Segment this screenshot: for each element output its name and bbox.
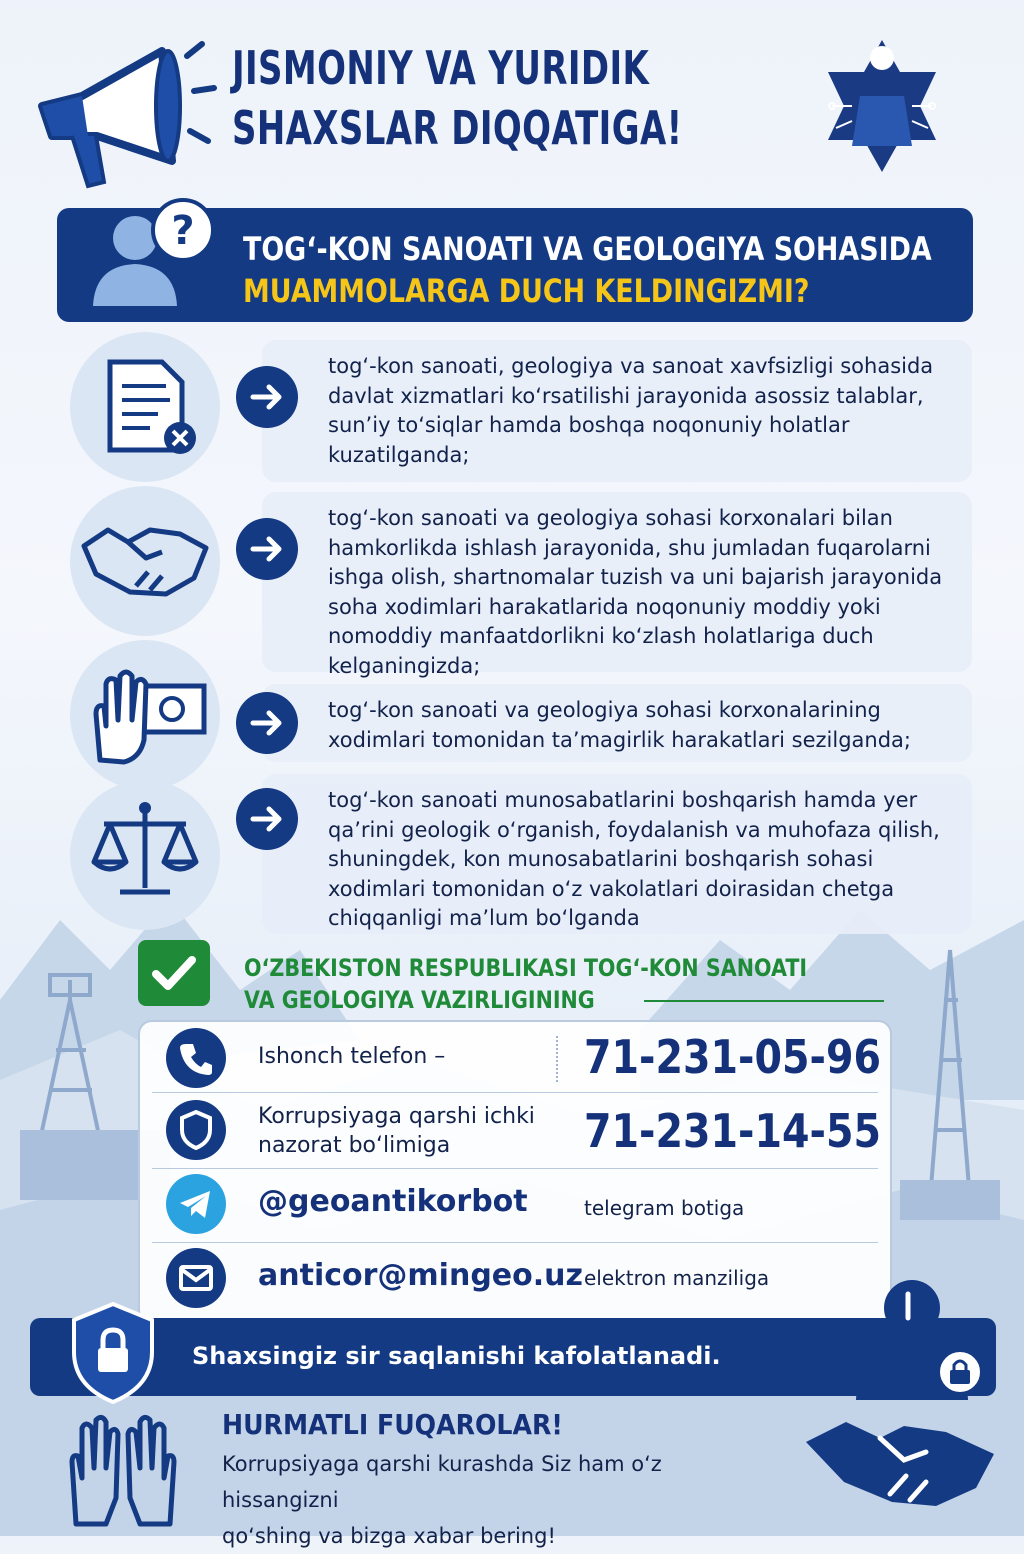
handshake-footer-icon [800, 1402, 1000, 1522]
row-divider [152, 1092, 878, 1093]
silent-person-icon [842, 1272, 992, 1400]
row-divider [152, 1168, 878, 1169]
hand-money-icon [70, 640, 220, 790]
shield-icon [166, 1100, 226, 1160]
item-1-box [262, 340, 972, 482]
internal-label-1: Korrupsiyaga qarshi ichki [258, 1104, 535, 1129]
phone-icon [166, 1028, 226, 1088]
hotline-number[interactable]: 71-231-05-96 [584, 1030, 881, 1084]
item-3-text: tog‘-kon sanoati va geologiya sohasi korxonalarining xodimlari tomonidan ta’magirlik harakatlari sezilganda; [328, 698, 911, 752]
telegram-handle[interactable]: @geoantikorbot [258, 1184, 528, 1219]
telegram-icon [166, 1174, 226, 1234]
handshake-icon [70, 486, 220, 636]
raised-hands-icon [58, 1398, 188, 1528]
privacy-text: Shaxsingiz sir saqlanishi kafolatlanadi. [192, 1342, 721, 1370]
email-address[interactable]: anticor@mingeo.uz [258, 1258, 583, 1293]
email-icon [166, 1248, 226, 1308]
ministry-underline [644, 1000, 884, 1002]
ministry-line-1: O‘ZBEKISTON RESPUBLIKASI TOG‘-KON SANOATI [244, 954, 808, 982]
page-title [232, 38, 691, 158]
scales-icon [70, 780, 220, 930]
divider [556, 1036, 558, 1082]
item-4-text: tog‘-kon sanoati munosabatlarini boshqarish hamda yer qa’rini geologik o‘rganish, foydalanish va muhofaza qilish, shuningdek, kon munosabatlarini boshqarish sohasi xodimlari tomonidan o‘z vakolatlari doirasidan chetga chiqqanligi ma’lum bo‘lganda [328, 788, 940, 930]
arrow-3-icon [236, 692, 298, 754]
item-2-box [262, 492, 972, 678]
arrow-1-icon [236, 366, 298, 428]
item-1-text: tog‘-kon sanoati, geologiya va sanoat xavfsizligi sohasida davlat xizmatlari ko‘rsatilishi jarayonida asossiz talablar, sun’iy to‘siqlar hamda boshqa noqonuniy holatlar kuzatilganda; [328, 354, 934, 467]
ministry-line-2: VA GEOLOGIYA VAZIRLIGINING [244, 986, 595, 1014]
item-3-icon-circle [70, 640, 220, 790]
internal-control-number[interactable]: 71-231-14-55 [584, 1104, 881, 1158]
hotline-label: Ishonch telefon – [258, 1044, 446, 1069]
footer-line-1: Korrupsiyaga qarshi kurashda Siz ham o‘z hissangizni [222, 1452, 662, 1512]
item-4-icon-circle [70, 780, 220, 930]
svg-text:?: ? [171, 208, 195, 254]
email-sub-label: elektron manziliga [584, 1266, 770, 1290]
banner-line-1: TOG‘-KON SANOATI VA GEOLOGIYA SOHASIDA [243, 230, 932, 268]
telegram-sub-label: telegram botiga [584, 1196, 745, 1220]
title-line-1: JISMONIY VA YURIDIK [232, 41, 650, 95]
item-4-box [262, 774, 972, 934]
item-1-icon-circle [70, 332, 220, 482]
shield-lock-icon [68, 1300, 158, 1406]
arrow-2-icon [236, 518, 298, 580]
footer-line-2: qo‘shing va bizga xabar bering! [222, 1524, 556, 1548]
user-question-icon [83, 194, 223, 314]
item-2-text: tog‘-kon sanoati va geologiya sohasi korxonalari bilan hamkorlikda ishlash jarayonida, shu jumladan fuqarolarni ishga olish, shartnomalar tuzish va uni bajarish jarayonida soha xodimlari harakatlarida noqonuniy moddiy yoki nomoddiy manfaatdorlikni ko‘zlash holatlariga duch kelganingizda; [328, 506, 943, 678]
title-line-2: SHAXSLAR DIQQATIGA! [232, 101, 683, 155]
item-2-icon-circle [70, 486, 220, 636]
ministry-emblem-icon [812, 36, 952, 176]
document-x-icon [70, 332, 220, 482]
internal-control-label [258, 1102, 535, 1160]
item-3-box [262, 684, 972, 762]
banner-line-2: MUAMMOLARGA DUCH KELDINGIZMI? [243, 272, 810, 310]
megaphone-icon [22, 36, 222, 196]
footer-text [222, 1446, 782, 1554]
footer-heading: HURMATLI FUQAROLAR! [222, 1408, 563, 1441]
contact-panel [138, 1020, 892, 1324]
internal-label-2: nazorat bo‘limiga [258, 1133, 451, 1158]
row-divider [152, 1242, 878, 1243]
checkmark-icon [138, 940, 210, 1006]
arrow-4-icon [236, 788, 298, 850]
ministry-name [244, 952, 807, 1016]
question-banner [57, 208, 973, 322]
